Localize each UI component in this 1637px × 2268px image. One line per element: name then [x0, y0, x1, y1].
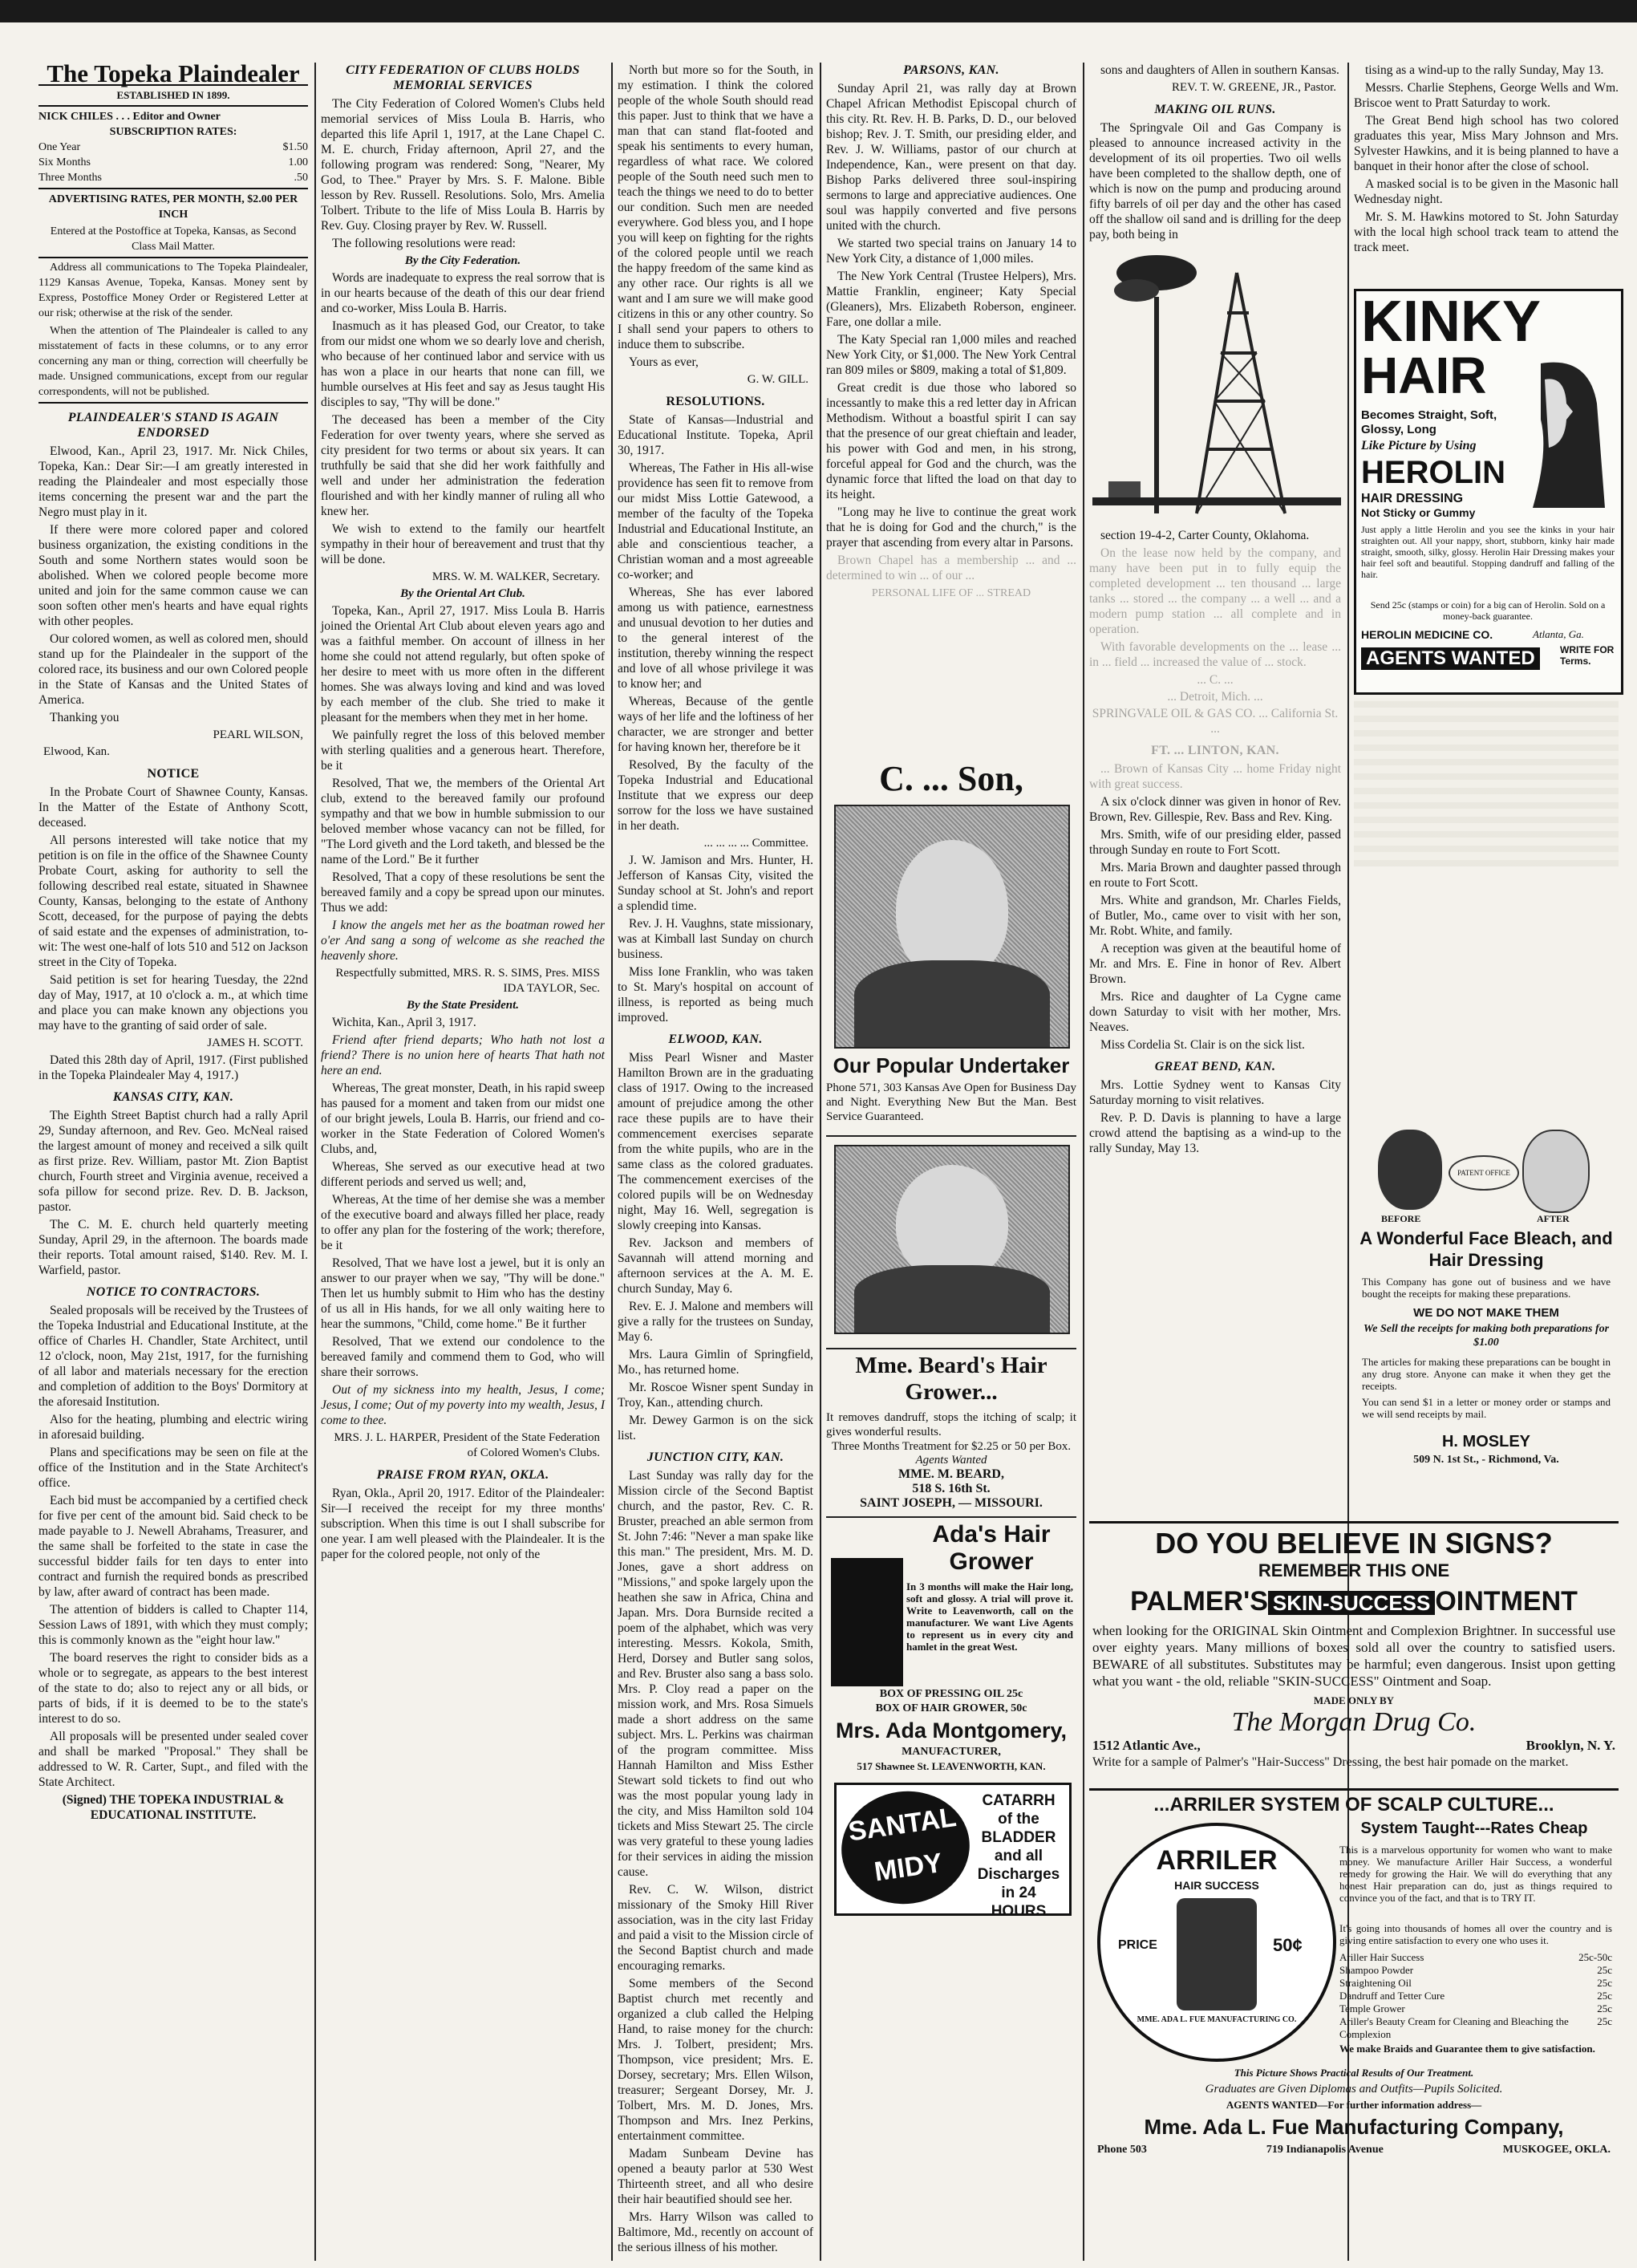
palmers-address: 1512 Atlantic Ave., Brooklyn, N. Y. — [1092, 1738, 1615, 1753]
paragraph: Words are inadequate to express the real sorrow that is in our hearts because of the death of this our dear friend and co-worker, Miss Loula B. Harris. — [321, 271, 605, 315]
face-bleach-text: The articles for making these preparations can be bought in any drug store. Anyone can make it when they get the receipts. — [1362, 1356, 1611, 1392]
ariller-braids: We make Braids and Guarantee them to give satisfaction. — [1339, 2043, 1595, 2055]
column-rule — [611, 63, 613, 2261]
paragraph: Elwood, Kan., April 23, 1917. Mr. Nick Chiles, Topeka, Kan.: Dear Sir:—I am greatly interested in reading the Plaindealer and most especially those items concerning the present war and the part the Negro must play in it. — [38, 444, 308, 519]
signature: REV. T. W. GREENE, JR., Pastor. — [1171, 81, 1336, 94]
faded-text: ... Detroit, Mich. ... — [1167, 690, 1263, 704]
palmers-text: when looking for the ORIGINAL Skin Ointment and Complexion Brightner. In successful use over eighty years. Many millions of boxes sold all over the country to satisfied users. BEWARE of all substitutes. Substitutes may be harmful; even dangerous. Insist upon getting what you want - the old, reliable "SKIN-SUCCESS" Ointment and Soap. — [1092, 1623, 1615, 1689]
paragraph: The following resolutions were read: — [332, 237, 516, 250]
signature: (Signed) THE TOPEKA INDUSTRIAL & EDUCATIONAL INSTITUTE. — [62, 1793, 285, 1822]
paragraph: Mr. Dewey Garmon is on the sick list. — [618, 1414, 813, 1442]
paragraph: Resolved, That we, the members of the Oriental Art club, extend to the bereaved family our profound sympathy and that we bow in humble submission to our beloved member whose vacancy can not be filled, for "The Lord giveth and the Lord taketh, and blessed be the name of the Lord." Be it further — [321, 777, 605, 866]
column-2 — [321, 63, 605, 2261]
ad-rates: ADVERTISING RATES, PER MONTH, $2.00 PER INCH — [48, 193, 298, 221]
price-row: Temple Grower 25c — [1339, 2002, 1612, 2014]
ada-ad-price: BOX OF PRESSING OIL 25c — [879, 1688, 1023, 1700]
paragraph: The Great Bend high school has two colored graduates this year, Miss Mary Johnson and Mrs. Sylvester Hawkins, and it is being planned to have a banquet in their honor after the close of school. — [1354, 114, 1619, 173]
paragraph: Topeka, Kan., April 27, 1917. Miss Loula B. Harris joined the Oriental Art Club about eleven years ago and was a faithful member. On account of illness in her home she could not attend regularly, but often spoke of her desire to meet with us more often in the different homes. She was always loving and kind and was loved by each member of the club. She tried to make it pleasant for the members when they met in her home. — [321, 604, 605, 724]
paragraph: Rev. C. W. Wilson, district missionary of the Smoky Hill River association, was in the city last Friday and paid a visit to the Mission circle of the Second Baptist church and made encouraging remarks. — [618, 1883, 813, 1973]
ariller-headline: ...ARRILER SYSTEM OF SCALP CULTURE... — [1153, 1794, 1554, 1816]
rate-row: Three Months .50 — [38, 172, 308, 184]
herolin-not-sticky: Not Sticky or Gummy — [1361, 506, 1476, 519]
undertaker-caption: Our Popular Undertaker — [833, 1053, 1070, 1077]
subhead: By the State President. — [407, 999, 519, 1012]
ariller-seal — [1097, 1823, 1336, 2062]
ariller-diplomas: Graduates are Given Diplomas and Outfits—Pupils Solicited. — [1205, 2083, 1503, 2096]
woman-profile-icon — [1517, 355, 1613, 508]
paragraph: tising as a wind-up to the rally Sunday, May 13. — [1365, 63, 1604, 77]
rate-row: Six Months 1.00 — [38, 156, 308, 168]
paragraph: Mr. Roscoe Wisner spent Sunday in Troy, Kan., attending church. — [618, 1381, 813, 1410]
after-face — [1522, 1130, 1590, 1213]
poem: Friend after friend departs; Who hath not lost a friend? There is no union here of hearts That hath not here an end. — [321, 1033, 605, 1077]
ada-ad-title: Ada's Hair Grower — [932, 1521, 1051, 1575]
column-rule — [1083, 63, 1084, 2261]
headline: FT. ... LINTON, KAN. — [1151, 744, 1279, 757]
column-5-top — [1089, 63, 1341, 241]
santal-midy-ad — [834, 1783, 1072, 1920]
beard-ad-address: 518 S. 16th St. — [912, 1482, 991, 1495]
masthead-title: The Topeka Plaindealer — [38, 63, 308, 86]
agents-wanted-banner: AGENTS WANTED — [1361, 647, 1540, 670]
face-bleach-sell: We Sell the receipts for making both preparations for $1.00 — [1363, 1323, 1610, 1349]
subhead: By the Oriental Art Club. — [400, 587, 525, 600]
faded-ad-area — [1354, 698, 1619, 866]
headline: CITY FEDERATION OF CLUBS HOLDS MEMORIAL SERVICES — [346, 63, 580, 92]
mosley-name: H. MOSLEY — [1441, 1433, 1530, 1450]
signature: MRS. J. L. HARPER, President of the State Federation of Colored Women's Clubs. — [334, 1431, 600, 1459]
signature: MRS. W. M. WALKER, Secretary. — [432, 570, 600, 583]
paragraph: Mrs. Rice and daughter of La Cygne came down Saturday to visit with her mother, Mrs. Neaves. — [1089, 990, 1341, 1034]
headline: JUNCTION CITY, KAN. — [646, 1450, 784, 1464]
undertaker-portrait — [834, 805, 1070, 1049]
before-label: BEFORE — [1381, 1213, 1421, 1224]
paragraph: Whereas, At the time of her demise she was a member of the executive board and always filled her place, ready to offer any plan for the fostering of the work; therefore, be it — [321, 1193, 605, 1252]
correction-notice: When the attention of The Plaindealer is called to any misstatement of facts in these columns, or to any error concerning any man or thing, correction will cheerfully be made. Unsigned communications, except from our regular correspondents, will not be published. — [38, 323, 308, 404]
paragraph: Said petition is set for hearing Tuesday, the 22nd day of May, 1917, at 10 o'clock a. m., at which time and place you can make known any objections you may have to the granting of said order of sale. — [38, 973, 308, 1033]
masthead-box — [38, 105, 308, 189]
woman-portrait — [834, 1145, 1070, 1334]
paragraph: Mrs. Laura Gimlin of Springfield, Mo., has returned home. — [618, 1348, 813, 1377]
paragraph: Mrs. White and grandson, Mr. Charles Fields, of Butler, Mo., came over to visit with her son, Mr. Robt. White, and family. — [1089, 894, 1341, 938]
headline: PARSONS, KAN. — [903, 63, 999, 77]
paragraph: North but more so for the South, in my estimation. I think the colored people of the whole South should read this paper. Just to think that we have a man that can stand flat-footed and speak his sentiments to every human, regardless of what race. We colored people of the South need such men to teach the things we need to do to better our condition. Such men are needed everywhere. God bless you, and I hope you will keep on fighting for the rights of the colored people until we reach the happy freedom of the same kind as any other race. Our rights is all we want and I am sure we will make good citizens in this or any other country. So I shall send your papers to others to induce them to subscribe. — [618, 63, 813, 351]
santal-ad-text: CATARRH of the BLADDER and all Discharges in 24 HOURS — [977, 1792, 1060, 1920]
paragraph: Mrs. Lottie Sydney went to Kansas City Saturday morning to visit relatives. — [1089, 1078, 1341, 1107]
ariller-seal-name: ARRILER — [1156, 1845, 1278, 1876]
ariller-contact: Phone 503 719 Indianapolis Avenue MUSKOGEE, OKLA. — [1097, 2144, 1611, 2156]
face-bleach-title: A Wonderful Face Bleach, and Hair Dressing — [1359, 1228, 1613, 1270]
headline: NOTICE — [147, 767, 200, 781]
paragraph: Mrs. Maria Brown and daughter passed through en route to Fort Scott. — [1089, 861, 1341, 890]
paragraph: If there were more colored paper and colored business organization, the existing conditions in the South and some Northern states would soon be abolished. When we colored people become more united and join for the same common cause we can soon soften other men's hearts and have equal rights with other peoples. — [38, 523, 308, 628]
paragraph: The deceased has been a member of the City Federation for over twenty years, where she served as city president for two terms or about six years. It can truthfully be said that she did her work faithfully and well and under her administration the federation flourished and with her kindly manner of ruling all who knew her. — [321, 413, 605, 518]
paragraph: Whereas, She served as our executive head at two different periods and served us well; and, — [321, 1160, 605, 1189]
paragraph: Ryan, Okla., April 20, 1917. Editor of the Plaindealer: Sir—I received the receipt for my three months' subscription. When this time is out I shall subscribe for one year. I am well pleased with the Plaindealer. It is the paper for the colored people, not only of the — [321, 1487, 605, 1561]
santal-midy-capsule: SANTAL MIDY — [834, 1783, 977, 1913]
ariller-subheadline: System Taught---Rates Cheap — [1360, 1820, 1588, 1837]
herolin-brand: HEROLIN — [1361, 455, 1505, 490]
mosley-address: 509 N. 1st St., - Richmond, Va. — [1413, 1454, 1559, 1466]
headline: RESOLUTIONS. — [666, 395, 765, 408]
paragraph: The C. M. E. church held quarterly meeting Sunday, April 29, in the afternoon. The boards made their reports. Total amount raised, $140. Rev. M. I. Warfield, pastor. — [38, 1218, 308, 1277]
kinky-headline: KINKY — [1361, 290, 1542, 354]
paragraph: Miss Ione Franklin, who was taken to St. Mary's hospital on account of illness, is reported as being much improved. — [618, 965, 813, 1024]
ariller-ad — [1089, 1794, 1619, 2263]
headline: GREAT BEND, KAN. — [1154, 1060, 1276, 1073]
paragraph: Great credit is due those who labored so incessantly to make this a red letter day in African Methodism. Without a boastful spirit I can say that the presence of our great chieftain and leader, his power with God and men, in his strong, forceful appeal for God and the church, was the dynamic force that lifted the load on that day to its height. — [826, 381, 1076, 501]
paragraph: Wichita, Kan., April 3, 1917. — [332, 1016, 476, 1029]
palmers-ad — [1089, 1521, 1619, 1791]
paragraph: Messrs. Charlie Stephens, George Wells and Wm. Briscoe went to Pratt Saturday to work. — [1354, 81, 1619, 110]
headline: NOTICE TO CONTRACTORS. — [86, 1285, 261, 1299]
column-1 — [38, 59, 308, 2261]
paragraph: The attention of bidders is called to Chapter 114, Session Laws of 1891, with which they must comply; this is commonly known as the "eight hour law." — [38, 1603, 308, 1647]
signature: G. W. GILL. — [747, 373, 808, 386]
beard-ad-agents: Agents Wanted — [915, 1454, 987, 1467]
paragraph: Thanking you — [50, 711, 120, 724]
paragraph: Each bid must be accompanied by a certified check for five per cent of the amount bid. Said check to be made payable to J. Newell Abrahams, Treasurer, and the same shall be forfeited to the state in case the successful bidder fails for ten days to enter into contract and furnish the required bonds as prescribed by law, after award of contract has been made. — [38, 1494, 308, 1599]
face-bleach-text: You can send $1 in a letter or money order or stamps and we will send receipts by mail. — [1362, 1396, 1611, 1420]
paragraph: The City Federation of Colored Women's Clubs held memorial services of Miss Loula B. Harris, who departed this life April 1, 1917, at the Lane Chapel C. M. E. church, Friday afternoon, April 27, and the following program was rendered: Song, "Nearer, My God, to Thee." Prayer by Mrs. S. F. Malone. Bible lesson by Rev. Russell. Resolutions. Solo, Mrs. Amelia Tolbert. Tribute to the life of Miss Loula B. Harris by Rev. Guy. Closing prayer by Rev. W. Russell. — [321, 97, 605, 233]
paragraph: Brown Chapel has a membership ... and ... determined to win ... of our ... — [826, 554, 1076, 582]
scan-top-edge — [0, 0, 1637, 22]
paragraph: ... Brown of Kansas City ... home Friday night with great success. — [1089, 762, 1341, 791]
paragraph: Plans and specifications may be seen on file at the office of the Institution and in the State Architect's office. — [38, 1446, 308, 1490]
faded-heading: PERSONAL LIFE OF ... STREAD — [871, 587, 1031, 599]
oil-derrick-icon — [1092, 241, 1341, 521]
paragraph: Resolved, That a copy of these resolutions be sent the bereaved family and a copy be spread upon our minutes. Thus we add: — [321, 870, 605, 915]
paragraph: Our colored women, as well as colored men, should stand up for the Plaindealer in the support of the colored race, its business and our own Colored people in the State of Kansas and the United States of America. — [38, 632, 308, 707]
herolin-text: Just apply a little Herolin and you see the kinks in your hair straighten out. All your nappy, short, stubborn, kinky hair made straight, smooth, silky, glossy. Herolin Hair Dressing makes your hair feel soft and beautiful. Stopping dandruff and falling of the hair. — [1361, 524, 1615, 580]
paragraph: Rev. E. J. Malone and members will give a rally for the trustees on Sunday, May 6. — [618, 1300, 813, 1344]
paragraph: Whereas, The Father in His all-wise providence has seen fit to remove from our midst Miss Lottie Gatewood, a member of the faculty of the Topeka Industrial and Educational Institute, an able and conscientious teacher, a Christian woman and a most agreeable co-worker; and — [618, 461, 813, 582]
ariller-price-list — [1339, 1951, 1612, 2041]
paragraph: Dated this 28th day of April, 1917. (First published in the Topeka Plaindealer May 4, 1917.) — [38, 1053, 308, 1082]
undertaker-name: C. ... Son, — [879, 759, 1023, 798]
paragraph: The New York Central (Trustee Helpers), Mrs. Mattie Franklin, engineer; Katy Special (Gleaners), Mrs. Elizabeth Roberson, engineer. Fare, one dollar a mile. — [826, 270, 1076, 329]
rate-row: One Year $1.50 — [38, 141, 308, 153]
poem: I know the angels met her as the boatman rowed her o'er And sang a song of welcome as she reached the heavenly shore. — [321, 919, 605, 963]
oil-derrick-illustration — [1092, 241, 1341, 521]
paragraph: Mrs. Smith, wife of our presiding elder, passed through Sunday en route to Fort Scott. — [1089, 828, 1341, 857]
paragraph: Some members of the Second Baptist church met recently and organized a club called the Helping Hand, to raise money for the church: Mrs. J. Tolbert, president; Mrs. Thompson, vice president; Mrs. E. Dorsey, secretary; Mrs. Ellen Wilson, treasurer; Sergeant Dorsey, Mr. J. Tolbert, Mrs. M. D. Jones, Mrs. Thompson and Mrs. Inez Perkins, entertainment committee. — [618, 1977, 813, 2143]
paragraph: We started two special trains on January 14 to New York City, a distance of 1,000 miles. — [826, 237, 1076, 266]
paragraph: section 19-4-2, Carter County, Oklahoma. — [1100, 529, 1310, 542]
paragraph: Resolved, By the faculty of the Topeka Industrial and Educational Institute that we express our deep sorrow for the loss we have sustained in her death. — [618, 758, 813, 833]
paragraph: All proposals will be presented under sealed cover and shall be marked "Proposal." They shall be addressed to W. R. Carter, Supt., and filed with the State Architect. — [38, 1730, 308, 1789]
ada-ad-mfr: MANUFACTURER, — [902, 1746, 1001, 1758]
ada-ad-text: In 3 months will make the Hair long, soft and glossy. A trial will prove it. Write to Leavenworth, call on the manufacturer. We want Live Agents to represent us in every city and hamlet in the great West. — [906, 1580, 1073, 1653]
paragraph: Rev. P. D. Davis is planning to have a large crowd attend the baptising as a wind-up to the rally Sunday, May 13. — [1089, 1111, 1341, 1155]
paragraph: Sunday April 21, was rally day at Brown Chapel African Methodist Episcopal church of this city. Rt. Rev. H. B. Parks, D. D., our beloved bishop; Rev. J. T. Smith, our presiding elder, and Rev. J. W. Williams, pastor of our church at Independence, Kan., were present on that day. Bishop Parks delivered three soul-inspiring sermons to large and appreciative audiences. One soul was happily converted and five persons united with the church. — [826, 82, 1076, 233]
palmers-footer: Write for a sample of Palmer's "Hair-Success" Dressing, the best hair pomade on the market. — [1092, 1755, 1569, 1769]
paragraph: A reception was given at the beautiful home of Mr. and Mrs. E. Fine in honor of Rev. Albert Brown. — [1089, 942, 1341, 986]
after-label: AFTER — [1537, 1213, 1570, 1224]
paragraph: We painfully regret the loss of this beloved member with sterling qualities and a generous heart. Therefore, be it — [321, 728, 605, 773]
faded-text: ... C. ... — [1197, 673, 1234, 687]
beard-ad-price: Three Months Treatment for $2.25 or 50 per Box. — [831, 1440, 1072, 1453]
signature: Respectfully submitted, MRS. R. S. SIMS, Pres. MISS IDA TAYLOR, Sec. — [335, 967, 600, 995]
column-rule — [820, 63, 821, 2261]
write-for-terms: WRITE FOR Terms. — [1560, 644, 1615, 667]
headline: MAKING OIL RUNS. — [1154, 103, 1276, 116]
ariller-text: This is a marvelous opportunity for women who want to make money. We manufacture Ariller Hair Success, a wonderful remedy for growing the Hair. We will do everything that any honest Hair preparation can do, just as things required to convince you of the fact, and that is to TRY IT. — [1339, 1844, 1612, 1904]
paragraph: J. W. Jamison and Mrs. Hunter, H. Jefferson of Kansas City, visited the Sunday school at St. John's and report a splendid time. — [618, 854, 813, 913]
price-row: Shampoo Powder 25c — [1339, 1964, 1612, 1976]
paragraph: Inasmuch as it has pleased God, our Creator, to take from our midst one whom we so dearly love and cherish, who because of her continued labor and service with us has won a place in our hearts that none can fill, we humble ourselves at His feet and say as Jesus taught His disciples to say, "Thy will be done." — [321, 319, 605, 409]
address-note: Address all communications to The Topeka Plaindealer, 1129 Kansas Avenue, Topeka, Kansas. Money sent by Express, Postoffice Money Order or Registered Letter at our risk; otherwise at the risk of the sender. — [38, 262, 308, 319]
paragraph: Sealed proposals will be received by the Trustees of the Topeka Industrial and Educational Institute, at the office of Charles H. Chandler, State Architect, until 12 o'clock, noon, May 21st, 1917, for the furnishing of all labor and materials necessary for the erection and completion of addition to the Boys' Dormitory at the aforesaid Institution. — [38, 1304, 308, 1409]
ariller-seal-price-label: PRICE — [1118, 1938, 1157, 1952]
ada-ad-name: Mrs. Ada Montgomery, — [835, 1718, 1068, 1743]
ada-ad-price: BOX OF HAIR GROWER, 50c — [875, 1702, 1027, 1714]
column-4-text — [826, 63, 1076, 761]
palmers-headline: DO YOU BELIEVE IN SIGNS? — [1155, 1527, 1553, 1560]
signature: JAMES H. SCOTT. — [207, 1037, 303, 1049]
subscription-heading: SUBSCRIPTION RATES: — [109, 126, 237, 138]
herolin-offer: Send 25c (stamps or coin) for a big can of Herolin. Sold on a money-back guarantee. — [1370, 599, 1606, 622]
ariller-picture-note: This Picture Shows Practical Results of Our Treatment. — [1234, 2067, 1474, 2079]
beard-ad-text: It removes dandruff, stops the itching of scalp; it gives wonderful results. — [826, 1411, 1076, 1438]
headline: ELWOOD, KAN. — [668, 1033, 763, 1046]
paragraph: State of Kansas—Industrial and Educational Institute. Topeka, April 30, 1917. — [618, 413, 813, 457]
paragraph: In the Probate Court of Shawnee County, Kansas. In the Matter of the Estate of Anthony Scott, deceased. — [38, 785, 308, 830]
paragraph: The board reserves the right to consider bids as a whole or to segregate, as appears to the best interest of the state to do; also to reject any or all bids, or parts of bids, if it is deemed to be to the state's interest to do so. — [38, 1651, 308, 1726]
paragraph: The Eighth Street Baptist church had a rally April 29, Sunday afternoon, and Rev. Geo. McNeal raised the largest amount of money and received a silk quilt as first prize. Rev. William, pastor Mt. Zion Baptist church, Fourth street and Virginia avenue, received a sofa pillow for second prize. Rev. D. B. Jackson, pastor. — [38, 1109, 308, 1214]
herolin-company: HEROLIN MEDICINE CO. — [1361, 628, 1493, 641]
paragraph: Whereas, The great monster, Death, in his rapid sweep has paused for a moment and taken from our midst one of our bright jewels, Loula B. Harris, our friend and co-worker in the State Federation of Colored Women's Clubs, and, — [321, 1081, 605, 1156]
paragraph: Resolved, That we extend our condolence to the bereaved family and commend them to God, who will share their sorrows. — [321, 1335, 605, 1379]
column-6-top — [1354, 63, 1619, 319]
masthead-editor: NICK CHILES . . . Editor and Owner — [38, 111, 221, 123]
ariller-seal-maker: MME. ADA L. FUE MANUFACTURING CO. — [1137, 2015, 1297, 2024]
ariller-company: Mme. Ada L. Fue Manufacturing Company, — [1144, 2115, 1564, 2139]
poem: Out of my sickness into my health, Jesus, I come; Jesus, I come; Out of my poverty into my wealth, Jesus, I come to thee. — [321, 1383, 605, 1427]
signature-place: Elwood, Kan. — [43, 745, 110, 758]
headline: PRAISE FROM RYAN, OKLA. — [376, 1468, 549, 1482]
face-bleach-text: This Company has gone out of business and we have bought the receipts for making these preparations. — [1362, 1276, 1611, 1300]
price-row: Ariller's Beauty Cream for Cleaning and Bleaching the Complexion 25c — [1339, 2015, 1612, 2040]
herolin-city: Atlanta, Ga. — [1533, 628, 1584, 640]
hair-headline: HAIR — [1361, 347, 1487, 404]
paragraph: On the lease now held by the company, and many have been put in to fully equip the completed development ... ten thousand ... large tanks ... stored ... the company ... a well ... and a modern pump station ... all complete and in operation. — [1089, 546, 1341, 636]
headline: PLAINDEALER'S STAND IS AGAIN ENDORSED — [67, 411, 279, 440]
signature: ... ... ... ... Committee. — [703, 837, 808, 850]
paragraph: The Springvale Oil and Gas Company is pleased to announce increased activity in the development of its oil properties. Two oil wells have been completed to the shallow depth, one of which is now on the pump and producing around fifty barrels of oil per day and the other has cased off the shallow oil sand and is drilling for the deep pay, both being in — [1089, 121, 1341, 241]
patent-office-seal: PATENT OFFICE — [1449, 1155, 1519, 1191]
paragraph: Madam Sunbeam Devine has opened a beauty parlor at 530 West Thirteenth street, and all who desire their hair beautified should see her. — [618, 2147, 813, 2206]
paragraph: Last Sunday was rally day for the Mission circle of the Second Baptist church, and the pastor, Rev. C. R. Bruster, preached an able sermon from St. John 7:46: "Never a man spake like this man." The president, Mrs. M. D. Jones, gave a short address on "Missions," and spoke largely upon the heathen she saw in Africa, China and Japan. Mrs. Dora Burnside recited a poem of the alphabet, which was very interesting. Messrs. Kokola, Smith, Herd, Dorsey and Butler sang solos, and Rev. Bruster also sang a bass solo. Mrs. P. Cloy read a paper on the mission work, and Mrs. Rosa Simuels made a short address on the same subject. Mrs. L. Perkins was chairman of the program committee. Miss Hannah Hamilton and Miss Esther Stewart sold tickets to find out who was the most popular young lady in the city, and Miss Hamilton sold 104 tickets and Miss Stewart 25. The circle was very grateful to these young ladies for their services in aiding the mission cause. — [618, 1469, 813, 1879]
kinky-subtitle: Becomes Straight, Soft, Glossy, Long — [1361, 408, 1497, 436]
kinky-hair-ad — [1354, 289, 1623, 695]
paragraph: Miss Pearl Wisner and Master Hamilton Brown are in the graduating class of 1917. Owing to the increased amount of prejudice among the other race these pupils are to have their commencement exercises separate from the white pupils, who are in the same class as the colored graduates. The commencement exercises of the colored pupils will be on Wednesday night, May 16. Well, segregation is slowly creeping into Kansas. — [618, 1051, 813, 1232]
paragraph: Resolved, That we have lost a jewel, but it is only an answer to our prayer when we say, "Thy will be done." Then let us humbly submit to Him who has the destiny of us all in His hands, for we all only waiting here to hear the summons, "Child, come home." Be it further — [321, 1256, 605, 1331]
paragraph: Yours as ever, — [629, 355, 699, 369]
paragraph: Rev. J. H. Vaughns, state missionary, was at Kimball last Sunday on church business. — [618, 917, 813, 961]
palmers-maker: The Morgan Drug Co. — [1231, 1707, 1477, 1737]
beard-ad-address: MME. M. BEARD, — [898, 1467, 1004, 1481]
palmers-made-by: MADE ONLY BY — [1313, 1694, 1395, 1706]
herolin-sub: HAIR DRESSING — [1361, 492, 1464, 505]
postoffice-note: Entered at the Postoffice at Topeka, Kansas, as Second Class Mail Matter. — [38, 224, 308, 258]
paragraph: We wish to extend to the family our heartfelt sympathy in their hour of bereavement and trust that thy will be done. — [321, 522, 605, 566]
paragraph: A six o'clock dinner was given in honor of Rev. Brown, Rev. Gillespie, Rev. Bass and Rev. King. — [1089, 795, 1341, 824]
ariller-seal-price: 50¢ — [1273, 1935, 1303, 1955]
before-face — [1378, 1130, 1442, 1210]
undertaker-ad — [826, 758, 1076, 1336]
beard-ad-address: SAINT JOSEPH, — MISSOURI. — [860, 1496, 1043, 1510]
palmers-subheadline: REMEMBER THIS ONE — [1258, 1560, 1450, 1580]
paragraph: Mrs. Harry Wilson was called to Baltimore, Md., recently on account of the serious illness of his mother. — [618, 2210, 813, 2254]
column-5-text — [1089, 528, 1341, 1475]
face-bleach-no-make: WE DO NOT MAKE THEM — [1413, 1306, 1559, 1320]
kinky-like-picture: Like Picture by Using — [1361, 439, 1477, 452]
price-row: Ariller Hair Success 25c-50c — [1339, 1951, 1612, 1963]
column-3 — [618, 63, 813, 2261]
ada-ad-address: 517 Shawnee St. LEAVENWORTH, KAN. — [857, 1760, 1046, 1772]
ada-hair-ad — [826, 1516, 1076, 1919]
masthead-established: ESTABLISHED IN 1899. — [116, 89, 230, 101]
undertaker-info: Phone 571, 303 Kansas Ave Open for Business Day and Night. Everything New But the Man. Best Service Guaranteed. — [826, 1081, 1076, 1123]
paragraph: sons and daughters of Allen in southern Kansas. — [1100, 63, 1339, 77]
hair-product-image — [831, 1558, 903, 1686]
paragraph: All persons interested will take notice that my petition is on file in the office of the Shawnee County Probate Court, asking for authority to sell the following described real estate, situated in Shawnee County, Kansas, belonging to the estate of Anthony Scott, deceased, for the purpose of paying the debts of said estate and the expenses of administration, to-wit: The west one-half of lots 510 and 512 on Jackson street in the City of Topeka. — [38, 834, 308, 969]
paragraph: A masked social is to be given in the Masonic hall Wednesday night. — [1354, 177, 1619, 206]
paragraph: Miss Cordelia St. Clair is on the sick list. — [1100, 1038, 1305, 1052]
signature: PEARL WILSON, — [213, 728, 303, 741]
paragraph: Whereas, She has ever labored among us with patience, earnestness and unusual devotion to her duties and to the general interest of the institution, thereby winning the respect and love of all whose privilege it was to know her; and — [618, 586, 813, 691]
beard-hair-ad — [826, 1348, 1076, 1510]
paragraph: Rev. Jackson and members of Savannah will attend morning and afternoon services at the A. M. E. church Sunday, May 6. — [618, 1236, 813, 1296]
price-row: Dandruff and Tetter Cure 25c — [1339, 1990, 1612, 2002]
paragraph: With favorable developments on the ... lease ... in ... field ... increased the value of ... stock. — [1089, 640, 1341, 669]
beard-ad-title: Mme. Beard's Hair Grower... — [855, 1353, 1047, 1405]
paragraph: Mr. S. M. Hawkins motored to St. John Saturday with the local high school track team to attend the track meet. — [1354, 210, 1619, 254]
face-bleach-ad — [1354, 1123, 1619, 1508]
paragraph: Also for the heating, plumbing and electric wiring in aforesaid building. — [38, 1413, 308, 1442]
palmers-brand: PALMER'S SKIN-SUCCESS OINTMENT — [1130, 1586, 1578, 1617]
paragraph: The Katy Special ran 1,000 miles and reached New York City, or $1,000. The New York Central ran 809 miles or $809, making a total of $1,809. — [826, 333, 1076, 377]
headline: KANSAS CITY, KAN. — [112, 1090, 234, 1104]
ariller-jar-image — [1177, 1898, 1257, 2010]
ariller-agents: AGENTS WANTED—For further information address— — [1226, 2099, 1482, 2111]
paragraph: "Long may he live to continue the great work that he is doing for God and the church," is the prayer that ascending from every altar in Parsons. — [826, 505, 1076, 550]
subhead: By the City Federation. — [404, 254, 521, 267]
ariller-text: It's going into thousands of homes all over the country and is giving entire satisfaction to every one who uses it. — [1339, 1922, 1612, 1946]
price-row: Straightening Oil 25c — [1339, 1977, 1612, 1989]
column-rule — [314, 63, 316, 2261]
paragraph: Whereas, Because of the gentle ways of her life and the loftiness of her character, we are stronger and better for having known her, therefore be it — [618, 695, 813, 754]
faded-text: SPRINGVALE OIL & GAS CO. ... California St. ... — [1092, 707, 1339, 736]
ariller-seal-sub: HAIR SUCCESS — [1174, 1879, 1259, 1892]
